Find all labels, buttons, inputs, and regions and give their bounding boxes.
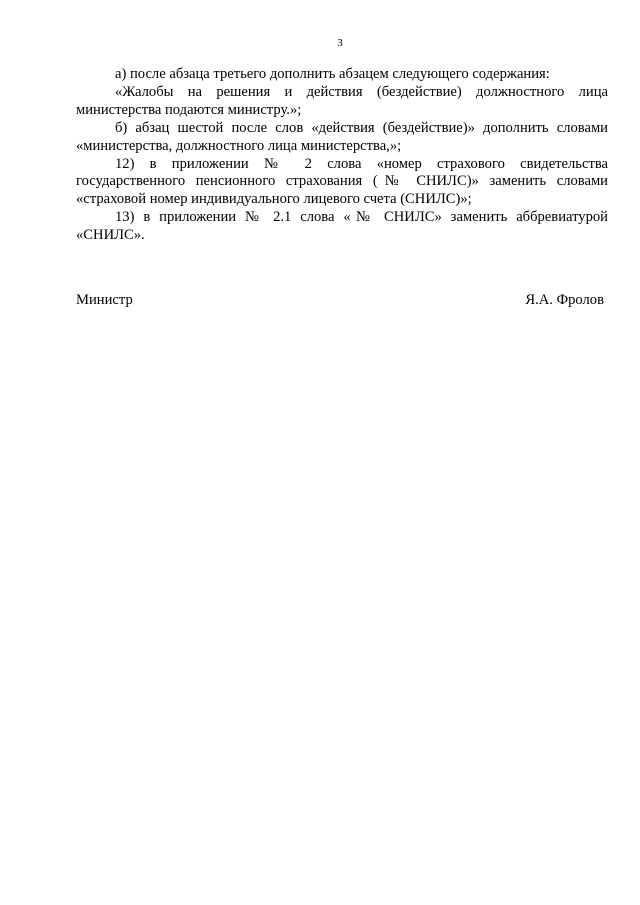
paragraph-item-12: 12) в приложении № 2 слова «номер страхового свидетельства государственного пенсионного страхования (№ СНИЛС)» заменить словами «страховой номер индивидуального лицевого счета (СНИЛС)»; (76, 155, 608, 208)
paragraph-a: а) после абзаца третьего дополнить абзацем следующего содержания: (115, 66, 550, 82)
paragraph-complaints-quote: «Жалобы на решения и действия (бездействие) должностного лица министерства подаются министру.»; (76, 83, 608, 118)
paragraph-b: б) абзац шестой после слов «действия (бездействие)» дополнить словами «министерства, должностного лица министерства,»; (76, 119, 608, 154)
signature-name: Я.А. Фролов (525, 292, 604, 308)
paragraph-item-13: 13) в приложении № 2.1 слова «№ СНИЛС» заменить аббревиатурой «СНИЛС». (76, 209, 608, 244)
signature-position: Министр (76, 292, 133, 308)
page-number: 3 (337, 37, 343, 49)
document-body (76, 66, 608, 245)
